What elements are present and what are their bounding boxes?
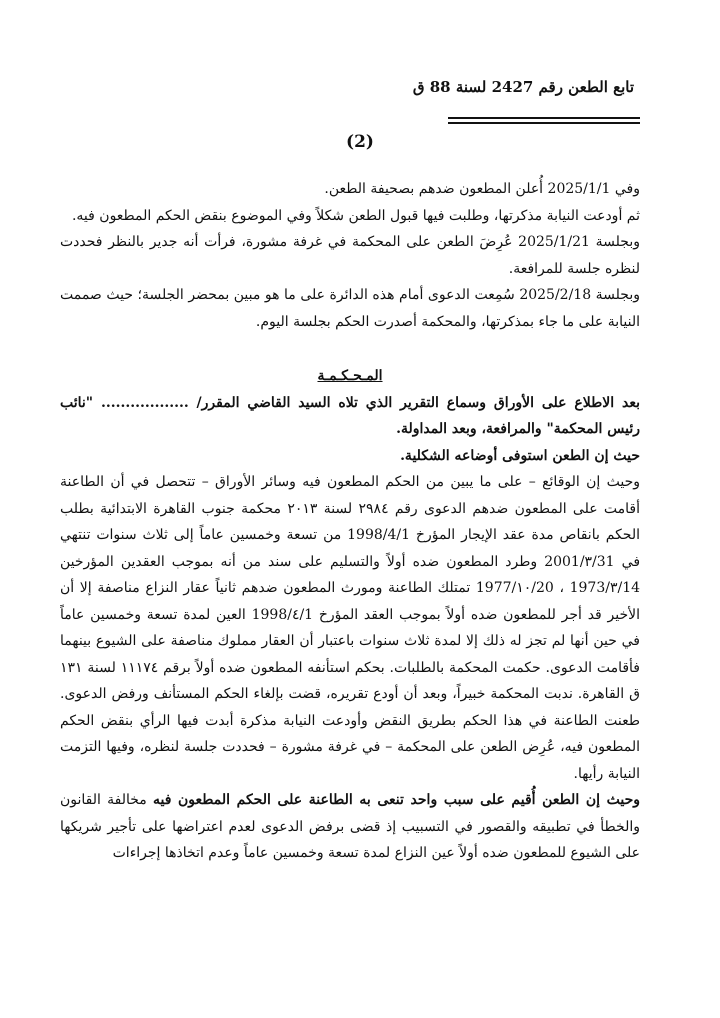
paragraph-formal-conditions: حيث إن الطعن استوفى أوضاعه الشكلية. [400,447,640,464]
paragraph-ground [60,787,640,867]
case-reference: تابع الطعن رقم 2427 لسنة 88 ق [412,78,634,96]
paragraph-deliberation-session: وبجلسة 2025/1/21 عُرِضَ الطعن على المحكمة في غرفة مشورة، فرأت أنه جدير بالنظر فحددت لنظره جلسة للمرافعة. [60,234,640,277]
court-section-title: المـحـكـمـة [317,368,383,384]
ground-rest-text: مخالفة القانون والخطأ في تطبيقه والقصور في التسبيب إذ قضى برفض الدعوى لعدم اعتراضها على تأجير شريكها على الشيوع للمطعون ضده أولاً عين النزاع لمدة تسعة وخمسين عاماً وعدم اتخاذها إجراءات [60,792,640,861]
page-number: (2) [346,132,374,152]
paragraph-service: وفي 2025/1/1 أُعلن المطعون ضدهم بصحيفة الطعن. [324,181,640,197]
header-rule-bottom [448,122,640,124]
header-rule-top [448,117,640,119]
paragraph-hearing-session: وبجلسة 2025/2/18 سُمِعت الدعوى أمام هذه الدائرة على ما هو مبين بمحضر الجلسة؛ حيث صممت النيابة على ما جاء بمذكرتها، والمحكمة أصدرت الحكم بجلسة اليوم. [60,287,640,330]
paragraph-facts: وحيث إن الوقائع – على ما يبين من الحكم المطعون فيه وسائر الأوراق – تتحصل في أن الطاعنة أقامت على المطعون ضدهم الدعوى رقم ٢٩٨٤ لسنة ٢٠١٣ محكمة جنوب القاهرة الابتدائية بطلب الحكم بانقاص مدة عقد الإيجار المؤرخ 1998/4/1 من تسعة وخمسين عاماً إلى ثلاث سنوات تنتهي في 2001/٣/31 وطرد المطعون ضده أولاً والتسليم على سند من أنه بموجب العقدين المؤرخين 1973/٣/14 ، 1977/١٠/20 تمتلك الطاعنة ومورث المطعون ضدهم ثانياً عقار النزاع مناصفة إلا أن الأخير قد أجر للمطعون ضده أولاً بموجب العقد المؤرخ 1998/٤/1 العين لمدة تسعة وخمسين عاماً في حين أنها لم تجز له ذلك إلا لمدة ثلاث سنوات باعتبار أن العقار مملوك مناصفة على الشيوع بينهما فأقامت الدعوى. حكمت المحكمة بالطلبات. بحكم استأنفه المطعون ضده أولاً برقم ١١١٧٤ لسنة ١٣١ ق القاهرة. ندبت المحكمة خبيراً، وبعد أن أودع تقريره، قضت بإلغاء الحكم المستأنف ورفض الدعوى. طعنت الطاعنة في هذا الحكم بطريق النقض وأودعت النيابة مذكرة أبدت فيها الرأي بنقض الحكم المطعون فيه، عُرِض الطعن على المحكمة – في غرفة مشورة – فحددت جلسة لنظره، وفيها التزمت النيابة رأيها. [60,474,641,782]
document-body [60,176,640,867]
ground-bold-text: وحيث إن الطعن أُقيم على سبب واحد تنعى به الطاعنة على الحكم المطعون فيه [152,792,641,808]
paragraph-prosecution-memo: ثم أودعت النيابة مذكرتها، وطلبت فيها قبول الطعن شكلاً وفي الموضوع بنقض الحكم المطعون فيه. [71,207,640,224]
paragraph-review-statement: بعد الاطلاع على الأوراق وسماع التقرير الذي تلاه السيد القاضي المقرر/ .................. "نائب رئيس المحكمة" والمرافعة، وبعد المداولة. [60,394,640,437]
